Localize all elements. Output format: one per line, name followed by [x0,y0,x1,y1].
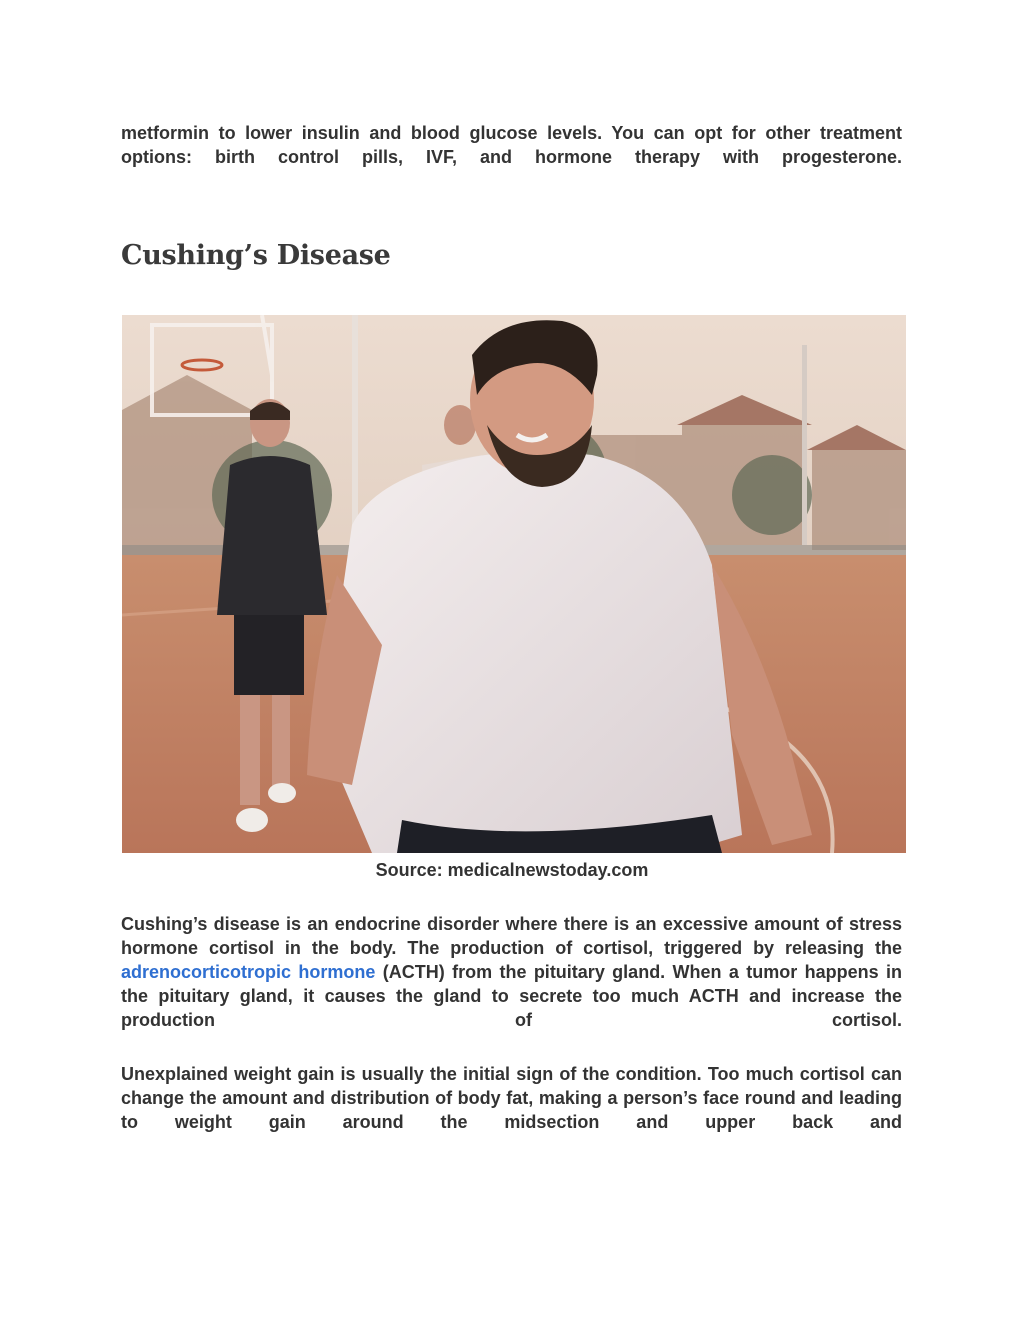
paragraph-text-before-link: Cushing’s disease is an endocrine disorder where there is an excessive amount of stress hormone cortisol in the body. The production of cortisol, triggered by releasing the [121,914,902,958]
paragraph-text-after-link: (ACTH) from the pituitary gland. When a tumor happens in the pituitary gland, it causes the gland to secrete too much ACTH and increase the production of cortisol. [121,962,902,1030]
intro-paragraph: metformin to lower insulin and blood glucose levels. You can opt for other treatment options: birth control pills, IVF, and hormone therapy with progesterone. [121,123,902,167]
cushing-paragraph [121,912,902,1056]
weight-gain-paragraph: Unexplained weight gain is usually the initial sign of the condition. Too much cortisol can change the amount and distribution of body fat, making a person’s face round and leading to weight gain around the midsection and upper back and [121,1064,902,1132]
article-photo [122,315,906,853]
photo-caption: Source: medicalnewstoday.com [375,860,649,880]
section-heading: Cushing’s Disease [121,240,391,271]
photo-illustration [122,315,906,853]
acth-link[interactable]: adrenocorticotropic hormone [121,962,376,982]
